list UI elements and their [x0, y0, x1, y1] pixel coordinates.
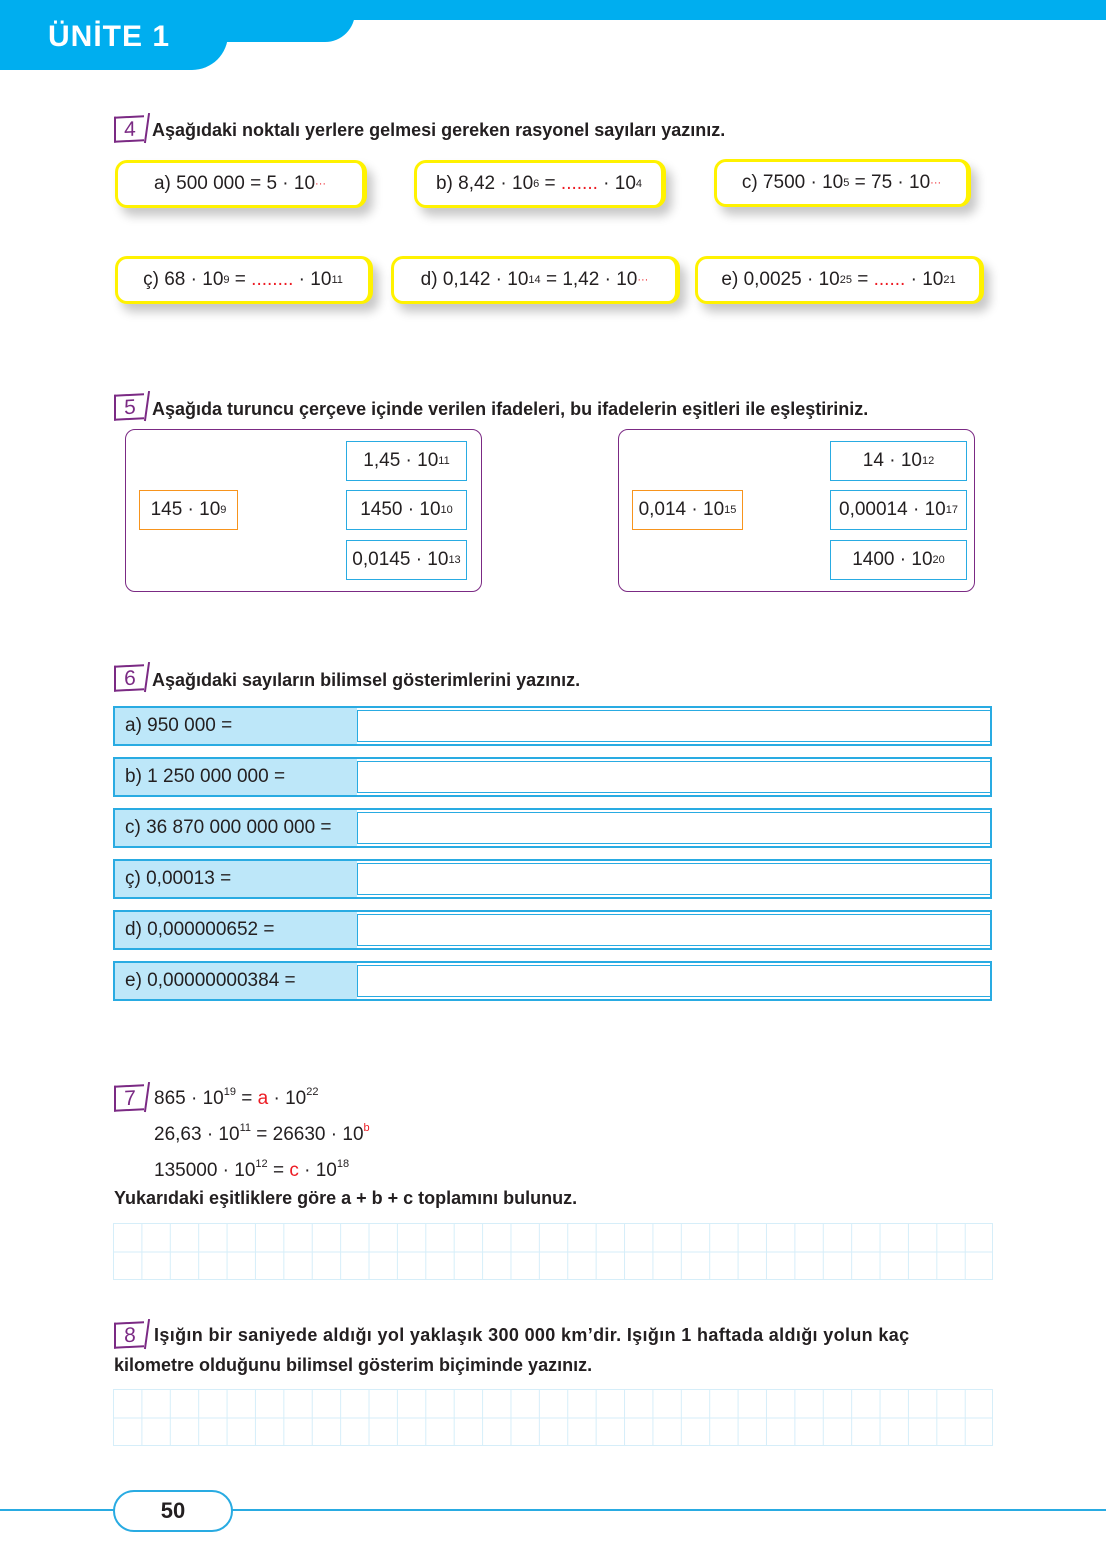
expression-text: =: [539, 173, 561, 194]
option-expression[interactable]: [830, 540, 967, 580]
exponent: 21: [943, 274, 956, 286]
exponent: 15: [724, 504, 737, 516]
blank-placeholder: ......: [873, 269, 906, 290]
answer-grid[interactable]: [113, 1223, 993, 1280]
question-title: Aşağıdaki sayıların bilimsel gösterimlerini yazınız.: [152, 670, 581, 690]
exponent: 4: [635, 178, 643, 190]
blank-placeholder: ···: [637, 274, 649, 286]
expression-text: = 26630 · 10: [251, 1124, 364, 1145]
expression-text: =: [851, 269, 874, 290]
exponent: 11: [438, 455, 450, 467]
exponent: 22: [306, 1086, 319, 1098]
exponent: 25: [839, 274, 852, 286]
given-expression[interactable]: [632, 490, 743, 530]
question-title: Aşağıdaki noktalı yerlere gelmesi gereken rasyonel sayıları yazınız.: [152, 120, 726, 140]
answer-field[interactable]: [357, 812, 990, 844]
question-text: Işığın bir saniyede aldığı yol yaklaşık 300 000 km’dir. Işığın 1 haftada aldığı yolun kaç: [154, 1325, 910, 1345]
answer-row: [113, 961, 992, 1001]
expression-text: · 10: [268, 1088, 307, 1109]
row-label: a) 950 000 =: [115, 708, 357, 744]
blank-placeholder: b: [363, 1122, 370, 1134]
exponent: 11: [239, 1122, 251, 1134]
given-expression[interactable]: [139, 490, 238, 530]
exponent: 9: [223, 274, 230, 286]
question-number: 4: [114, 115, 144, 143]
answer-row: [113, 808, 992, 848]
exponent: 10: [440, 504, 453, 516]
exponent: 14: [528, 274, 541, 286]
option-expression[interactable]: [346, 540, 467, 580]
blank-placeholder: a: [257, 1088, 269, 1109]
expression-text: 26,63 · 10: [154, 1124, 240, 1145]
blank-placeholder: ···: [930, 177, 942, 189]
option-expression[interactable]: [346, 441, 467, 481]
expression-text: 0,0145 · 10: [352, 549, 449, 570]
expression-text: =: [267, 1160, 290, 1181]
expression-text: · 10: [298, 1160, 337, 1181]
exercise-box: [695, 256, 984, 304]
expression-text: = 75 · 10: [849, 172, 931, 193]
exponent: 17: [945, 504, 958, 516]
exponent: 13: [448, 554, 461, 566]
question-number: 6: [114, 664, 144, 692]
answer-field[interactable]: [357, 710, 990, 742]
expression-text: 1450 · 10: [360, 499, 441, 520]
exponent: 20: [932, 554, 945, 566]
row-label: e) 0,00000000384 =: [115, 963, 357, 999]
expression-text: · 10: [293, 269, 332, 290]
expression-text: 0,00014 · 10: [839, 499, 946, 520]
answer-field[interactable]: [357, 761, 990, 793]
question-title: Aşağıda turuncu çerçeve içinde verilen ifadeleri, bu ifadelerin eşitleri ile eşleştiriniz.: [152, 399, 869, 419]
expression-text: = 1,42 · 10: [540, 269, 638, 290]
question-text: Yukarıdaki eşitliklere göre a + b + c toplamını bulunuz.: [114, 1188, 578, 1208]
expression-text: ç) 68 · 10: [143, 269, 224, 290]
expression-text: 0,014 · 10: [638, 499, 725, 520]
exponent: 5: [843, 177, 850, 189]
row-label: ç) 0,00013 =: [115, 861, 357, 897]
expression-text: 145 · 10: [150, 499, 221, 520]
answer-row: [113, 910, 992, 950]
expression-text: e) 0,0025 · 10: [721, 269, 840, 290]
expression-text: 1,45 · 10: [363, 450, 439, 471]
expression-text: b) 8,42 · 10: [435, 173, 534, 194]
question-text: kilometre olduğunu bilimsel gösterim biçiminde yazınız.: [114, 1355, 593, 1375]
expression-text: c) 7500 · 10: [741, 172, 844, 193]
blank-placeholder: c: [289, 1160, 299, 1181]
exponent: 12: [921, 455, 935, 467]
page-number: 50: [113, 1490, 233, 1532]
row-label: d) 0,000000652 =: [115, 912, 357, 948]
answer-field[interactable]: [357, 914, 990, 946]
exercise-box: [414, 160, 666, 208]
answer-row: [113, 757, 992, 797]
blank-placeholder: ···: [315, 178, 327, 190]
blank-placeholder: .......: [560, 173, 598, 194]
equation: [154, 1122, 370, 1146]
option-expression[interactable]: [346, 490, 467, 530]
exponent: 9: [220, 504, 227, 516]
row-label: c) 36 870 000 000 000 =: [115, 810, 357, 846]
answer-field[interactable]: [357, 965, 990, 997]
expression-text: 135000 · 10: [154, 1160, 256, 1181]
unit-title: ÜNİTE 1: [48, 20, 171, 53]
exponent: 11: [331, 274, 343, 286]
option-expression[interactable]: [830, 490, 967, 530]
question-number: 5: [114, 393, 144, 421]
expression-text: · 10: [597, 173, 636, 194]
expression-text: 865 · 10: [154, 1088, 224, 1109]
exercise-box: [714, 159, 971, 207]
expression-text: 14 · 10: [862, 450, 922, 471]
equation: [154, 1086, 319, 1110]
blank-placeholder: ........: [251, 269, 294, 290]
exponent: 12: [255, 1158, 268, 1170]
expression-text: d) 0,142 · 10: [420, 269, 529, 290]
exercise-box: [115, 256, 373, 304]
answer-grid[interactable]: [113, 1389, 993, 1446]
answer-row: [113, 859, 992, 899]
option-expression[interactable]: [830, 441, 967, 481]
equation: [154, 1158, 349, 1182]
expression-text: 1400 · 10: [852, 549, 933, 570]
expression-text: a) 500 000 = 5 · 10: [153, 173, 316, 194]
question-number: 7: [114, 1084, 144, 1112]
expression-text: =: [229, 269, 252, 290]
exponent: 6: [533, 178, 540, 190]
expression-text: · 10: [905, 269, 944, 290]
answer-field[interactable]: [357, 863, 990, 895]
question-number: 8: [114, 1321, 144, 1349]
exponent: 19: [223, 1086, 236, 1098]
exercise-box: [115, 160, 367, 208]
expression-text: =: [235, 1088, 258, 1109]
exponent: 18: [336, 1158, 350, 1170]
row-label: b) 1 250 000 000 =: [115, 759, 357, 795]
exercise-box: [391, 256, 680, 304]
answer-row: [113, 706, 992, 746]
